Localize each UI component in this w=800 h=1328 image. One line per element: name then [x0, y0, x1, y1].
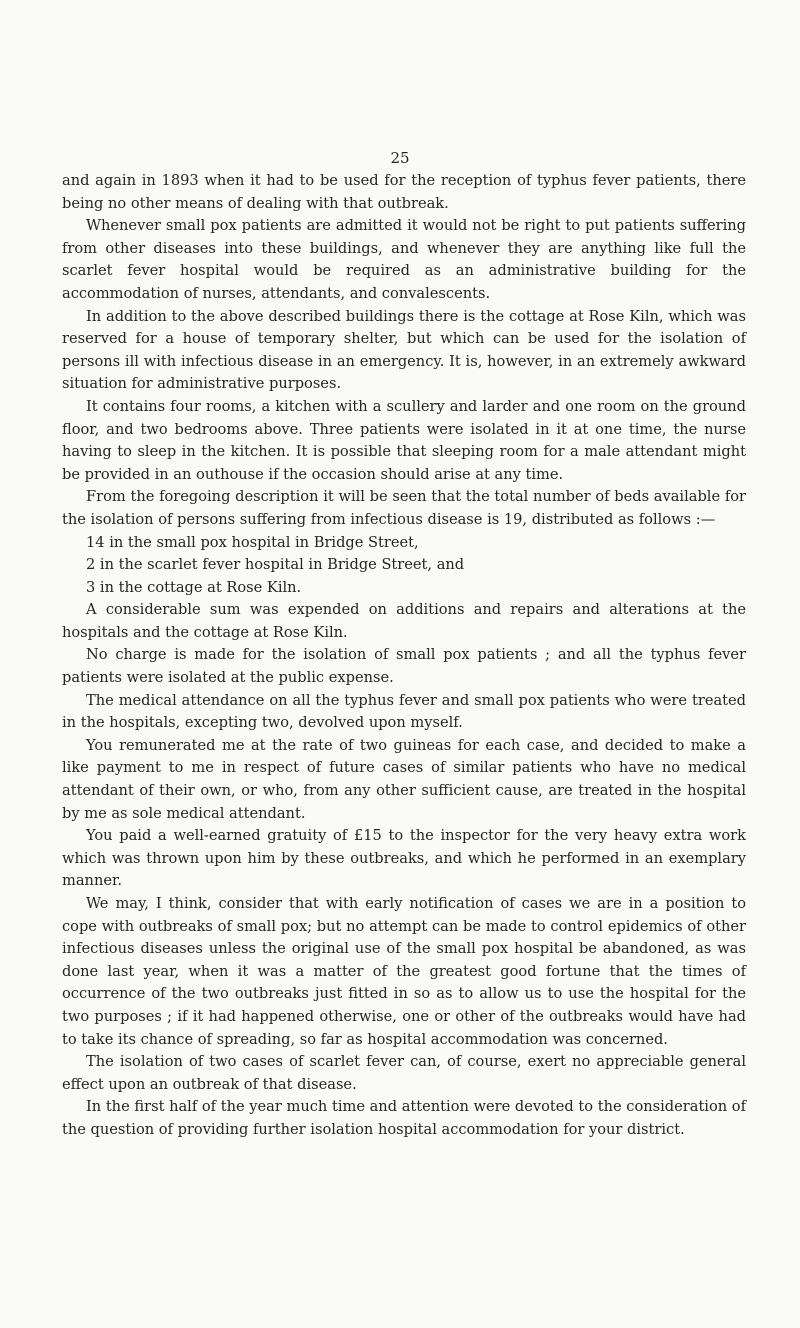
paragraph: It contains four rooms, a kitchen with a scullery and larder and one room on the ground floor, and two bedrooms above. Three patients were isolated in it at one time, the nurse having to sleep in the kitchen. It is possible that sleeping room for a male attendant might be provided in an outhouse if the occasion should arise at any time.: [62, 397, 746, 483]
document-body: [62, 170, 746, 1142]
paragraph: In addition to the above described buildings there is the cottage at Rose Kiln, which was reserved for a house of temporary shelter, but which can be used for the isolation of persons ill with infectious disease in an emergency. It is, however, in an extremely awkward situation for administrative purposes.: [62, 307, 746, 393]
paragraph: A considerable sum was expended on additions and repairs and alterations at the hospitals and the cottage at Rose Kiln.: [62, 601, 746, 641]
bed-list-item: 2 in the scarlet fever hospital in Bridge Street, and: [86, 556, 465, 574]
paragraph: and again in 1893 when it had to be used for the reception of typhus fever patients, there being no other means of dealing with that outbreak.: [62, 172, 746, 212]
paragraph: The isolation of two cases of scarlet fever can, of course, exert no appreciable general effect upon an outbreak of that disease.: [62, 1053, 746, 1093]
paragraph: You paid a well-earned gratuity of £15 to the inspector for the very heavy extra work which was thrown upon him by these outbreaks, and which he performed in an exemplary manner.: [62, 827, 746, 890]
bed-list-item: 14 in the small pox hospital in Bridge Street,: [86, 533, 419, 551]
paragraph: No charge is made for the isolation of small pox patients ; and all the typhus fever patients were isolated at the public expense.: [62, 646, 746, 687]
page-number: 25: [390, 149, 410, 167]
paragraph: You remunerated me at the rate of two guineas for each case, and decided to make a like payment to me in respect of future cases of similar patients who have no medical attendant of their own, or who, from any other sufficient cause, are treated in the hospital by me as sole medical attendant.: [62, 736, 746, 822]
paragraph: Whenever small pox patients are admitted it would not be right to put patients suffering from other diseases into these buildings, and whenever they are anything like full the scarlet fever hospital would be required as an administrative building for the accommodation of nurses, attendants, and convalescents.: [62, 217, 746, 302]
paragraph: The medical attendance on all the typhus fever and small pox patients who were treated in the hospitals, excepting two, devolved upon myself.: [62, 691, 746, 732]
paragraph: In the first half of the year much time and attention were devoted to the consideration of the question of providing further isolation hospital accommodation for your district.: [62, 1098, 746, 1138]
paragraph: We may, I think, consider that with early notification of cases we are in a position to cope with outbreaks of small pox; but no attempt can be made to control epidemics of other infectious diseases unless the original use of the small pox hospital be abandoned, as was done last year, when it was a matter of the greatest good fortune that the times of occurrence of the two outbreaks just fitted in so as to allow us to use the hospital for the two purposes ; if it had happened otherwise, one or other of the outbreaks would have had to take its chance of spreading, so far as hospital accommodation was concerned.: [62, 895, 746, 1048]
bed-list-item: 3 in the cottage at Rose Kiln.: [86, 578, 302, 596]
paragraph: From the foregoing description it will be seen that the total number of beds available for the isolation of persons suffering from infectious disease is 19, distributed as follows :—: [62, 488, 746, 528]
